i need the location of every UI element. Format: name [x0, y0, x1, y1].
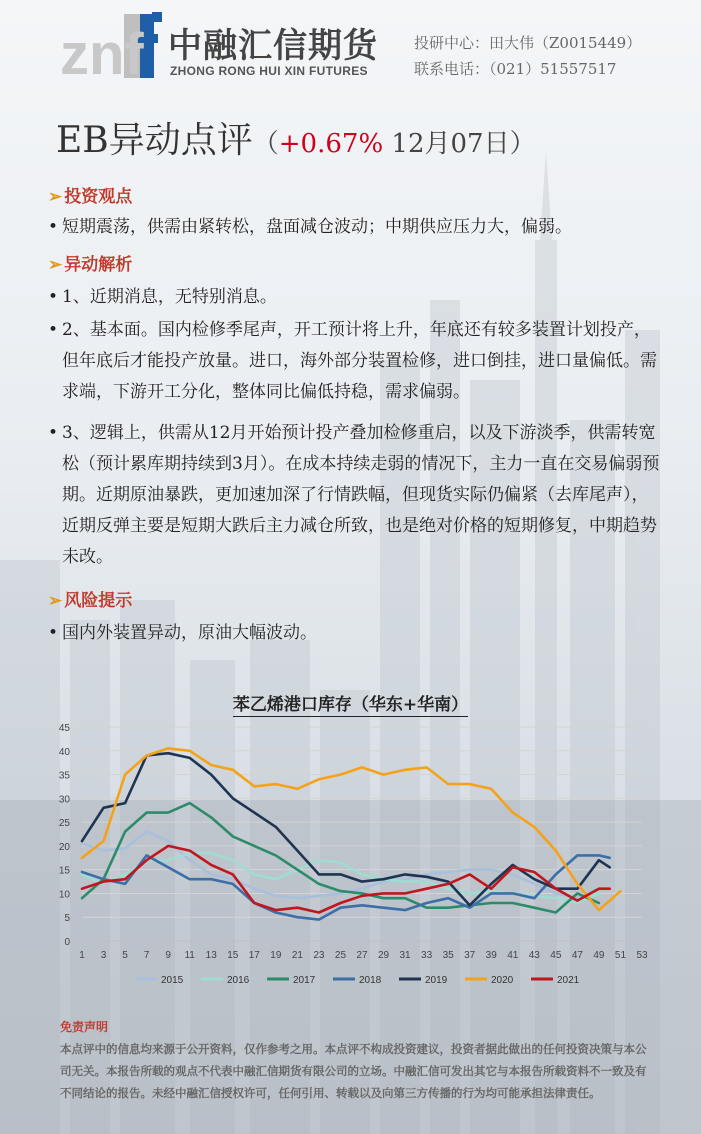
- x-tick-label: 43: [528, 950, 540, 961]
- y-tick-label: 30: [58, 794, 70, 806]
- svg-text:znf: znf: [60, 22, 144, 82]
- x-tick-label: 23: [313, 950, 325, 961]
- y-tick-label: 15: [58, 865, 70, 877]
- y-tick-label: 0: [64, 937, 70, 948]
- title-open-paren: （: [252, 129, 279, 159]
- chart-title: 苯乙烯港口库存（华东+华南）: [232, 695, 469, 715]
- legend-label-2018: 2018: [359, 975, 382, 986]
- x-tick-label: 5: [122, 950, 128, 961]
- x-tick-label: 35: [442, 950, 454, 961]
- company-name-cn: 中融汇信期货: [168, 26, 378, 66]
- x-tick-label: 21: [291, 950, 303, 961]
- x-tick-label: 25: [334, 950, 347, 961]
- y-tick-label: 35: [58, 770, 70, 782]
- y-tick-label: 45: [58, 723, 70, 734]
- bullet-icon: •: [48, 217, 59, 237]
- x-tick-label: 53: [636, 950, 648, 961]
- title-change: +0.67%: [278, 129, 384, 159]
- section-heading-analysis: ➢ 异动解析: [48, 255, 133, 275]
- x-tick-label: 37: [464, 950, 476, 961]
- risk-item: • 国内外装置异动，原油大幅波动。: [48, 618, 660, 649]
- y-tick-label: 40: [58, 746, 70, 758]
- legend-label-2015: 2015: [161, 975, 184, 986]
- y-tick-label: 10: [58, 889, 70, 901]
- section-heading-view: ➢ 投资观点: [48, 187, 133, 207]
- x-tick-label: 51: [614, 950, 627, 961]
- analysis-item-3: • 3、逻辑上，供需从12月开始预计投产叠加检修重启，以及下游淡季，供需转宽松（预计累库期持续到3月）。在成本持续走弱的情况下，主力一直在交易偏弱预期。近期原油暴跌，更加速加深了行情跌幅，但现货实际仍偏紧（去库尾声），近期反弹主要是短期大跌后主力减仓所致，也是绝对价格的短期修复，中期趋势未改。: [48, 418, 660, 573]
- title-date: 12月07日）: [383, 129, 536, 159]
- x-tick-label: 13: [205, 950, 217, 961]
- x-tick-label: 27: [356, 950, 368, 961]
- legend-label-2016: 2016: [227, 975, 250, 986]
- x-tick-label: 17: [248, 950, 260, 961]
- x-tick-label: 39: [485, 950, 497, 961]
- legend-label-2021: 2021: [557, 975, 580, 986]
- legend-label-2017: 2017: [293, 975, 316, 986]
- x-tick-label: 3: [100, 950, 107, 961]
- x-tick-label: 31: [399, 950, 411, 961]
- y-tick-label: 25: [58, 818, 70, 830]
- y-tick-label: 20: [58, 841, 70, 853]
- bullet-icon: •: [48, 287, 59, 307]
- y-tick-label: 5: [64, 913, 70, 925]
- arrow-icon: ➢: [48, 255, 63, 275]
- analysis-item-2: • 2、基本面。国内检修季尾声，开工预计将上升，年底还有较多装置计划投产，但年底后才能投产放量。进口，海外部分装置检修，进口倒挂，进口量偏低。需求端，下游开工分化，整体同比偏低持稳，需求偏弱。: [48, 315, 660, 408]
- x-tick-label: 9: [165, 950, 171, 961]
- bullet-icon: •: [48, 423, 59, 443]
- arrow-icon: ➢: [48, 187, 63, 207]
- series-line-2015: [82, 832, 599, 899]
- title-main: EB异动点评: [56, 120, 253, 161]
- x-tick-label: 33: [421, 950, 433, 961]
- x-tick-label: 49: [593, 950, 605, 961]
- x-tick-label: 45: [550, 950, 562, 961]
- x-tick-label: 15: [227, 950, 239, 961]
- legend-label-2020: 2020: [491, 975, 514, 986]
- disclaimer-text: 本点评中的信息均来源于公开资料，仅作参考之用。本点评不构成投资建议，投资者据此做出的任何投资决策与本公司无关。本报告所载的观点不代表中融汇信期货有限公司的立场。中融汇信可发出其它与本报告所载资料不一致及有不同结论的报告。未经中融汇信授权许可，任何引用、转载以及向第三方传播的行为均可能承担法律责任。: [60, 1042, 647, 1100]
- disclaimer-title: 免责声明: [60, 1020, 109, 1034]
- bullet-icon: •: [48, 320, 59, 340]
- company-name-en: ZHONG RONG HUI XIN FUTURES: [170, 64, 368, 78]
- arrow-icon: ➢: [48, 591, 63, 611]
- x-tick-label: 41: [507, 950, 519, 961]
- x-tick-label: 29: [377, 950, 390, 961]
- x-tick-label: 7: [143, 950, 150, 961]
- x-tick-label: 11: [184, 950, 195, 961]
- x-tick-label: 19: [270, 950, 282, 961]
- view-item: • 短期震荡，供需由紧转松，盘面减仓波动；中期供应压力大，偏弱。: [48, 212, 660, 243]
- x-tick-label: 47: [571, 950, 583, 961]
- legend-label-2019: 2019: [425, 975, 448, 986]
- bullet-icon: •: [48, 623, 59, 643]
- section-heading-risk: ➢ 风险提示: [48, 591, 133, 611]
- x-tick-label: 1: [79, 950, 85, 961]
- contact-analyst: 投研中心：田大伟（Z0015449）: [414, 34, 642, 52]
- analysis-item-1: • 1、近期消息，无特别消息。: [48, 282, 660, 313]
- contact-phone: 联系电话：（021）51557517: [414, 60, 617, 78]
- series-line-2021: [82, 846, 610, 913]
